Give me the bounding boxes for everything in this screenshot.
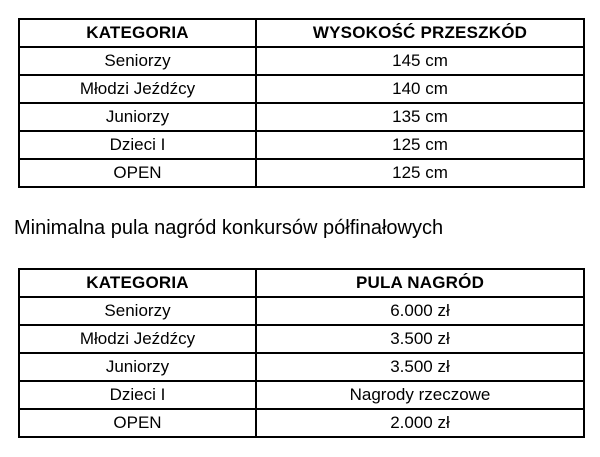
height-cell: 145 cm bbox=[256, 47, 584, 75]
header-category: KATEGORIA bbox=[19, 19, 256, 47]
height-cell: 125 cm bbox=[256, 131, 584, 159]
table-row bbox=[19, 159, 584, 187]
category-cell: Juniorzy bbox=[19, 353, 256, 381]
prize-cell: 2.000 zł bbox=[256, 409, 584, 437]
category-cell: Dzieci I bbox=[19, 381, 256, 409]
table-row bbox=[19, 381, 584, 409]
section-caption: Minimalna pula nagród konkursów półfinałowych bbox=[14, 217, 444, 239]
table-row bbox=[19, 47, 584, 75]
table-row bbox=[19, 75, 584, 103]
header-obstacle-height: WYSOKOŚĆ PRZESZKÓD bbox=[256, 19, 584, 47]
table-header-row bbox=[19, 19, 584, 47]
height-cell: 125 cm bbox=[256, 159, 584, 187]
table-row bbox=[19, 297, 584, 325]
prize-cell: Nagrody rzeczowe bbox=[256, 381, 584, 409]
prize-cell: 3.500 zł bbox=[256, 325, 584, 353]
category-cell: Młodzi Jeźdźcy bbox=[19, 75, 256, 103]
prize-cell: 6.000 zł bbox=[256, 297, 584, 325]
category-cell: Młodzi Jeźdźcy bbox=[19, 325, 256, 353]
table-row bbox=[19, 131, 584, 159]
obstacle-height-table bbox=[18, 18, 585, 188]
prize-pool-table bbox=[18, 268, 585, 438]
height-cell: 140 cm bbox=[256, 75, 584, 103]
table-row bbox=[19, 409, 584, 437]
category-cell: Juniorzy bbox=[19, 103, 256, 131]
table-header-row bbox=[19, 269, 584, 297]
category-cell: Dzieci I bbox=[19, 131, 256, 159]
table-row bbox=[19, 103, 584, 131]
table-row bbox=[19, 353, 584, 381]
header-prize-pool: PULA NAGRÓD bbox=[256, 269, 584, 297]
category-cell: Seniorzy bbox=[19, 297, 256, 325]
category-cell: OPEN bbox=[19, 409, 256, 437]
height-cell: 135 cm bbox=[256, 103, 584, 131]
category-cell: OPEN bbox=[19, 159, 256, 187]
table-row bbox=[19, 325, 584, 353]
category-cell: Seniorzy bbox=[19, 47, 256, 75]
header-category: KATEGORIA bbox=[19, 269, 256, 297]
prize-cell: 3.500 zł bbox=[256, 353, 584, 381]
